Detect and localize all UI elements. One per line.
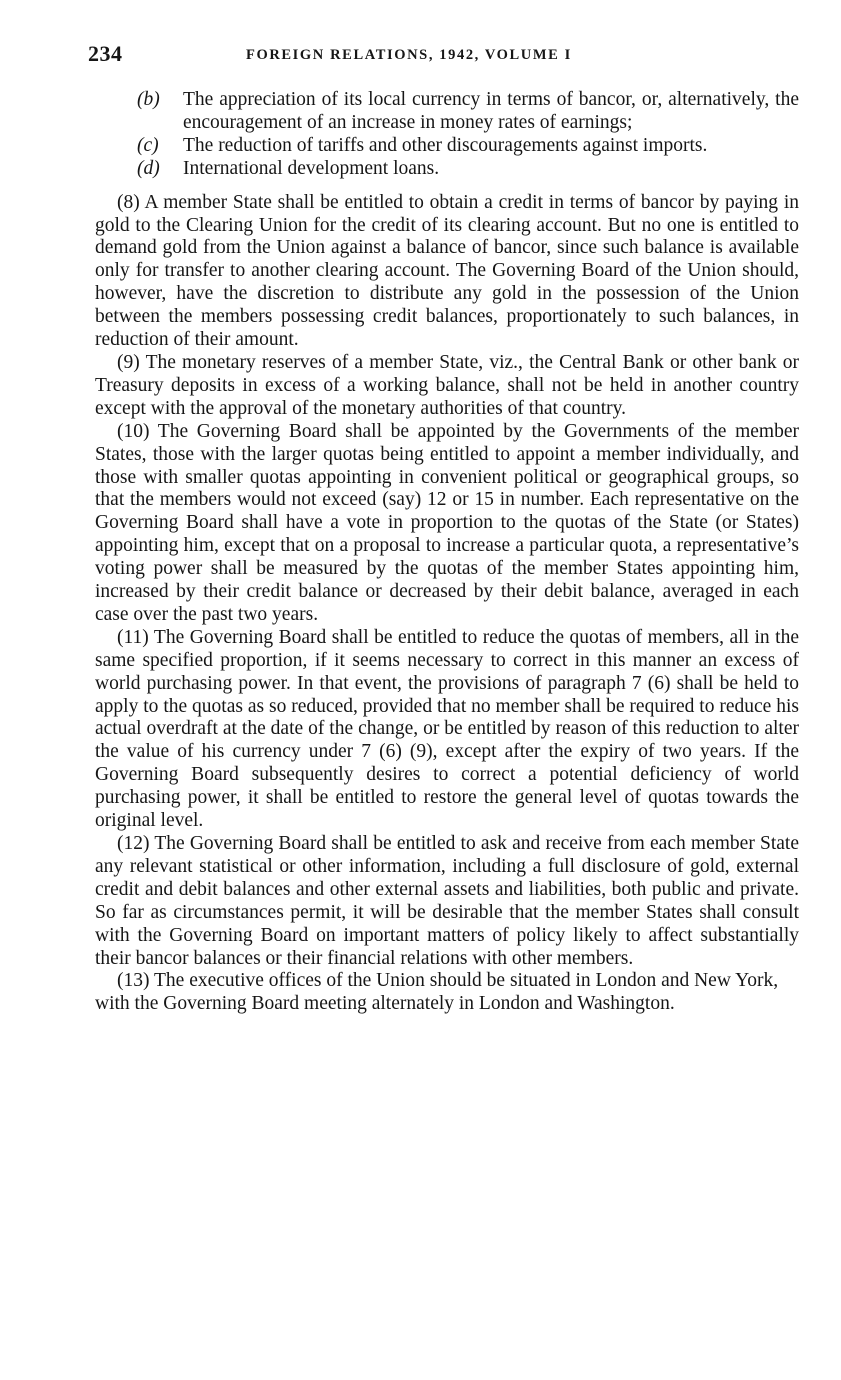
sub-item-text: International development loans. (183, 157, 440, 179)
paragraph-12: (12) The Governing Board shall be entitled to ask and receive from each member State any relevant statistical or other information, including a full disclosure of gold, external credit and debit balances and other external assets and liabilities, both public and private. So far as circumstances permit, it will be desirable that the member States shall consult with the Governing Board on important matters of policy likely to affect substantially their bancor balances or their financial relations with other members. (95, 833, 799, 969)
paragraph-10: (10) The Governing Board shall be appointed by the Governments of the member States, those with the larger quotas being entitled to appoint a member individually, and those with smaller quotas appointing in convenient political or geographical groups, so that the members would not exceed (say) 12 or 15 in number. Each representative on the Governing Board shall have a vote in proportion to the quotas of the State (or States) appointing him, except that on a proposal to increase a particular quota, a representative’s voting power shall be measured by the quotas of the member States appointing him, increased by their credit balance or decreased by their debit balance, averaged in each case over the past two years. (95, 420, 799, 625)
sub-item-marker: (c) (137, 134, 159, 156)
sub-item-b (95, 89, 799, 135)
running-title: FOREIGN RELATIONS, 1942, VOLUME I (246, 47, 572, 63)
paragraph-11: (11) The Governing Board shall be entitled to reduce the quotas of members, all in the same specified proportion, if it seems necessary to correct in this manner an excess of world purchasing power. In that event, the provisions of paragraph 7 (6) shall be held to apply to the quotas as so reduced, provided that no member shall be required to reduce his actual overdraft at the date of the change, or be entitled by reason of this reduction to alter the value of his currency under 7 (6) (9), except after the expiry of two years. If the Governing Board subsequently desires to correct a potential deficiency of world purchasing power, it shall be entitled to restore the general level of quotas towards the original level. (95, 626, 799, 832)
sub-item-marker: (d) (137, 157, 160, 179)
sub-item-marker: (b) (137, 89, 160, 110)
paragraph-13: (13) The executive offices of the Union should be situated in London and New York, with the Governing Board meeting alternately in London and Washington. (95, 970, 779, 1015)
page-number: 234 (88, 41, 123, 66)
sub-item-d (95, 158, 799, 181)
sub-item-text: The appreciation of its local currency in terms of bancor, or, alternatively, the encouragement of an increase in money rates of earnings; (183, 89, 799, 133)
document-body (95, 89, 799, 1016)
page-header (88, 41, 808, 71)
sub-item-text: The reduction of tariffs and other discouragements against imports. (183, 134, 708, 156)
paragraph-8: (8) A member State shall be entitled to obtain a credit in terms of bancor by paying in gold to the Clearing Union for the credit of its clearing account. But no one is entitled to demand gold from the Union against a balance of bancor, since such balance is available only for transfer to another clearing account. The Governing Board of the Union should, however, have the discretion to distribute any gold in the possession of the Union between the members possessing credit balances, proportionately to such balances, in reduction of their amount. (95, 191, 799, 351)
paragraph-9: (9) The monetary reserves of a member State, viz., the Central Bank or other bank or Treasury deposits in excess of a working balance, shall not be held in another country except with the approval of the monetary authorities of that country. (95, 351, 799, 419)
sub-item-c (95, 135, 799, 158)
